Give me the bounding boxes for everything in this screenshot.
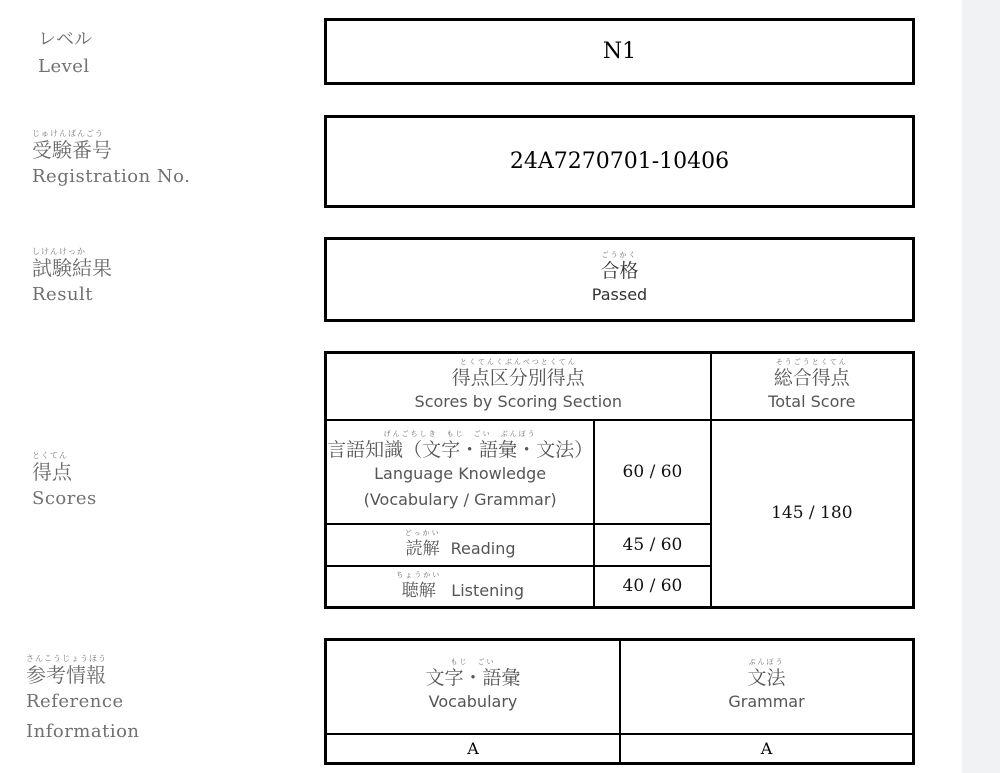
total-score-cell bbox=[711, 420, 914, 608]
result-value-en: Passed bbox=[591, 285, 648, 304]
vocabulary-grade: A bbox=[467, 738, 479, 758]
result-value bbox=[592, 251, 647, 308]
registration-label-ruby: じゅけんばんごう bbox=[32, 129, 104, 138]
reading-en: Reading bbox=[450, 539, 516, 558]
reading-ruby: どっかい bbox=[404, 529, 441, 537]
reference-label-ruby: さんこうじょうほう bbox=[26, 654, 107, 663]
registration-label-jp: 受験番号 bbox=[32, 138, 112, 162]
scores-table bbox=[324, 351, 915, 609]
result-box bbox=[324, 237, 915, 322]
grammar-jp: 文法 bbox=[747, 667, 786, 690]
registration-value: 24A7270701-10406 bbox=[509, 149, 730, 174]
level-label bbox=[38, 28, 92, 82]
grammar-header-cell bbox=[620, 640, 913, 734]
scores-label bbox=[32, 450, 97, 514]
level-label-jp: レベル bbox=[38, 29, 92, 50]
vocabulary-header-cell bbox=[326, 640, 621, 734]
vocabulary-jp: 文字・語彙 bbox=[425, 667, 521, 690]
result-label-ruby: しけんけっか bbox=[32, 247, 86, 256]
page-edge-strip bbox=[962, 0, 1000, 773]
level-label-en: Level bbox=[38, 56, 90, 77]
reference-label-en1: Reference bbox=[26, 691, 124, 712]
section-header-cell bbox=[326, 353, 711, 420]
reading-jp: 読解 bbox=[405, 539, 440, 559]
registration-label-en: Registration No. bbox=[32, 166, 191, 187]
reference-label-en2: Information bbox=[26, 721, 140, 742]
reference-label bbox=[26, 653, 140, 747]
language-knowledge-score-cell bbox=[594, 420, 710, 524]
registration-label bbox=[32, 128, 190, 192]
grammar-grade: A bbox=[760, 738, 773, 758]
grammar-grade-cell bbox=[620, 734, 913, 764]
reading-score-cell bbox=[594, 524, 710, 566]
section-header-ruby: とくてんくぶんべつとくてん bbox=[459, 357, 577, 366]
reference-table bbox=[324, 638, 915, 765]
language-knowledge-en-sub: (Vocabulary / Grammar) bbox=[363, 490, 557, 509]
scores-label-en: Scores bbox=[32, 488, 97, 509]
section-header-jp: 得点区分別得点 bbox=[451, 366, 585, 389]
grammar-en: Grammar bbox=[728, 692, 805, 712]
language-knowledge-ruby: げんごちしき もじ ごい ぶんぽう bbox=[383, 430, 537, 438]
vocabulary-ruby: もじ ごい bbox=[450, 658, 496, 667]
scores-label-ruby: とくてん bbox=[32, 451, 68, 460]
result-label-en: Result bbox=[32, 284, 94, 305]
language-knowledge-cell bbox=[326, 420, 595, 524]
total-header-jp: 総合得点 bbox=[773, 366, 850, 389]
level-box bbox=[324, 18, 915, 85]
reading-score: 45 / 60 bbox=[622, 534, 683, 555]
total-header-ruby: そうごうとくてん bbox=[775, 357, 848, 366]
registration-box bbox=[324, 115, 915, 208]
listening-score-cell bbox=[594, 566, 710, 608]
reference-label-jp: 参考情報 bbox=[26, 663, 106, 687]
level-value: N1 bbox=[602, 39, 637, 64]
vocabulary-grade-cell bbox=[326, 734, 621, 764]
vocabulary-en: Vocabulary bbox=[428, 692, 518, 712]
listening-jp: 聴解 bbox=[401, 580, 436, 601]
language-knowledge-jp: 言語知識（文字・語彙・文法） bbox=[327, 439, 594, 461]
result-value-jp: 合格 bbox=[600, 260, 639, 282]
result-label bbox=[32, 246, 112, 310]
language-knowledge-score: 60 / 60 bbox=[622, 461, 683, 482]
total-header-cell bbox=[711, 353, 914, 420]
section-header-en: Scores by Scoring Section bbox=[414, 391, 623, 411]
total-score: 145 / 180 bbox=[771, 503, 853, 524]
grammar-ruby: ぶんぽう bbox=[748, 658, 785, 667]
result-value-ruby: ごうかく bbox=[601, 251, 638, 259]
total-header-en: Total Score bbox=[768, 391, 856, 411]
listening-ruby: ちょうかい bbox=[396, 570, 442, 579]
scores-label-jp: 得点 bbox=[32, 460, 72, 484]
listening-cell bbox=[326, 566, 595, 608]
result-label-jp: 試験結果 bbox=[32, 256, 112, 280]
listening-en: Listening bbox=[451, 580, 524, 600]
reading-cell bbox=[326, 524, 595, 566]
listening-score: 40 / 60 bbox=[622, 576, 683, 597]
language-knowledge-en: Language Knowledge bbox=[374, 464, 547, 483]
